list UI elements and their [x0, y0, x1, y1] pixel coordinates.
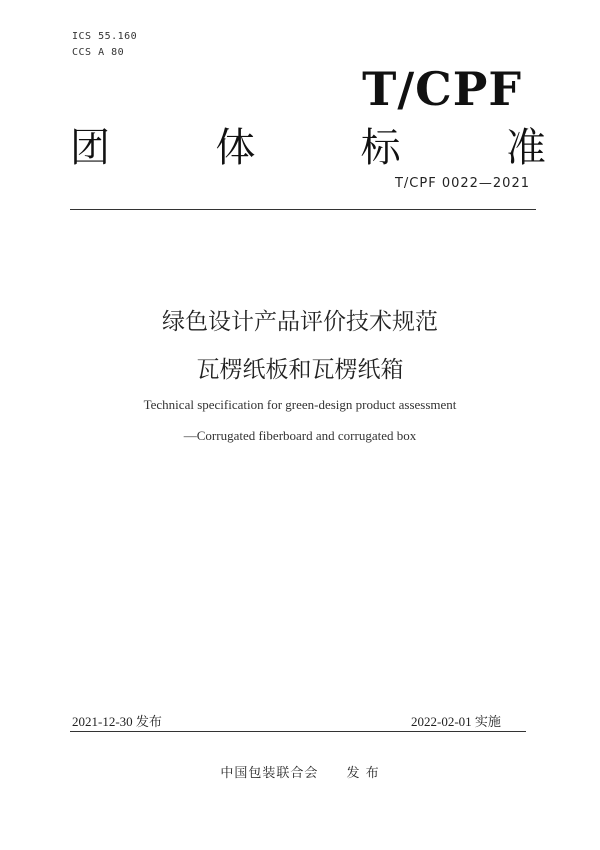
- standard-brand: T/CPF: [362, 62, 522, 116]
- title-en-line2: —Corrugated fiberboard and corrugated box: [183, 428, 417, 443]
- issuer-org: 中国包装联合会: [220, 766, 319, 781]
- bottom-divider: [70, 731, 526, 732]
- standard-type-char: 体: [215, 125, 256, 171]
- title-zh-line1: 绿色设计产品评价技术规范: [162, 309, 438, 335]
- ics-code: ICS 55.160: [72, 31, 138, 42]
- implement-date: 2022-02-01 实施: [411, 714, 501, 729]
- title-zh-line2: 瓦楞纸板和瓦楞纸箱: [196, 357, 404, 383]
- ccs-code: CCS A 80: [72, 47, 125, 58]
- standard-type: [70, 124, 546, 172]
- standard-number: T/CPF 0022—2021: [394, 176, 530, 191]
- standard-type-char: 团: [70, 125, 110, 171]
- title-en-line1: Technical specification for green-design product assessment: [143, 397, 457, 412]
- top-divider: [70, 209, 536, 210]
- standard-type-char: 准: [505, 125, 546, 171]
- issuer-line: [0, 762, 600, 781]
- issuer-action: 发 布: [346, 766, 380, 781]
- standard-type-char: 标: [360, 125, 401, 171]
- publish-date: 2021-12-30 发布: [72, 714, 162, 729]
